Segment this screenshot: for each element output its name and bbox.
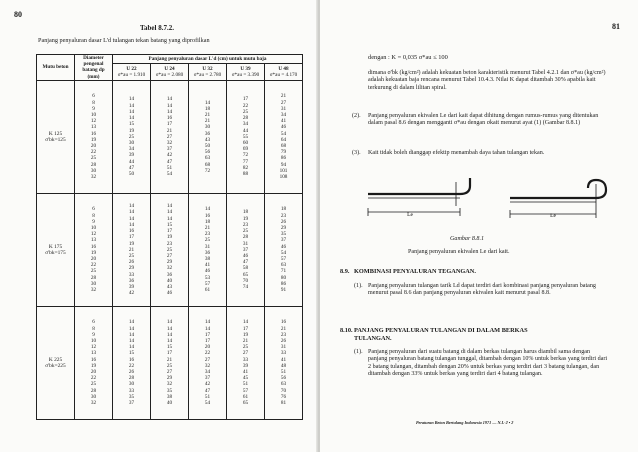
item-2-number: (2). xyxy=(352,113,361,119)
cell-u48: 21 27 31 34 41 46 54 64 68 79 86 94 101 108 xyxy=(265,80,303,193)
row-diameter: 6 8 9 10 12 13 16 19 20 22 25 28 30 32 xyxy=(75,80,113,193)
formula-explanation: dimana σ'bk (kg/cm²) adalah kekuatan beton karakteristik menurut Tabel 4.2.1 dan σ*au (kg/cm²) adalah kekuatan baja rencana menurut Tabel 10.4.3. Nilai K dapat ditambah 30% apabila kait terkurung di dalam lilitan spiral. xyxy=(368,70,606,91)
header-col-u22: U 22 σ*au = 1.910 xyxy=(113,63,151,80)
table-caption: Panjang penyaluran dasar L'd tulangan tekan batang yang diprofilkan xyxy=(38,37,210,44)
cell-u32: 14 18 21 21 30 36 43 50 56 63 68 72 xyxy=(189,80,227,193)
header-col-u24: U 24 σ*au = 2.080 xyxy=(151,63,189,80)
page-number-left: 80 xyxy=(14,10,22,19)
page-footer: Peraturan Beton Bertulang Indonesia 1971 — N.I.-2 • 2 xyxy=(416,420,514,425)
item-2-text: Panjang penyaluran ekivalen Le dari kait dapat dihitung dengan rumus-rumus yang ditentukan dalam pasal 8.6 dengan mengganti σ*au dengan σkait menurut ayat (1) (Gambar 8.8.1) xyxy=(368,113,599,127)
left-page xyxy=(0,0,318,452)
item-3-text: Kait tidak boleh dianggap efektip menambah daya tahan tulangan tekan. xyxy=(368,150,545,156)
table-row xyxy=(37,306,303,419)
cell-u48: 18 23 26 29 35 37 46 54 57 63 71 80 86 91 xyxy=(265,193,303,306)
cell-u22: 14 14 14 14 14 15 16 22 26 28 30 33 35 37 xyxy=(113,306,151,419)
table-title: Tabel 8.7.2. xyxy=(140,24,174,32)
section-8-9-number: 8.9. xyxy=(340,268,350,275)
table-row xyxy=(37,80,303,193)
section-8-9-title: KOMBINASI PENYALURAN TEGANGAN. xyxy=(354,268,476,275)
figure-title: Gambar 8.8.1 xyxy=(450,236,485,242)
header-diameter: Diameter pengenal batang dp (mm) xyxy=(75,55,113,81)
header-mutu: Mutu beton xyxy=(37,55,75,81)
header-col-u39: U 39 σ*au = 3.390 xyxy=(227,63,265,80)
fig-label-left: Le xyxy=(407,212,413,218)
row-diameter: 6 8 9 10 12 13 16 19 20 22 25 28 30 32 xyxy=(75,193,113,306)
hook-figure xyxy=(360,172,610,224)
header-col-u32: U 32 σ*au = 2.780 xyxy=(189,63,227,80)
header-col-u48: U 48 σ*au = 4.170 xyxy=(265,63,303,80)
section-8-10-item-number: (1). xyxy=(354,349,363,355)
figure-caption: Panjang penyaluran ekivalen Le dari kait. xyxy=(408,249,510,255)
section-8-9-item-number: (1). xyxy=(354,283,363,289)
section-8-10-title: PANJANG PENYALURAN TULANGAN DI DALAM BERKAS TULANGAN. xyxy=(354,327,528,342)
section-8-10-item-text: Panjang penyaluran dari suatu batang di dalam berkas tulangan harus diambil sama dengan panjang penyaluran batang tulangan tunggal, ditambah dengan 10% untuk berkas yang terdiri dari 2 batang tulangan, ditambah dengan 20% untuk berkas yang terdiri dari 3 batang tulangan, dan ditambah dengan 33% untuk berkas yang terdiri dari 4 batang tulangan. xyxy=(368,349,608,378)
row-diameter: 6 8 9 10 12 13 16 19 20 22 25 28 30 32 xyxy=(75,306,113,419)
table-row xyxy=(37,193,303,306)
header-span: Panjang penyaluran dasar L'd (cm) untuk mutu baja xyxy=(113,55,303,64)
row-mutu: K 225 σ'bk=225 xyxy=(37,306,75,419)
cell-u48: 16 21 23 26 31 33 41 48 51 56 63 70 76 81 xyxy=(265,306,303,419)
formula-k: dengan : K = 0,035 σ*au ≤ 100 xyxy=(368,54,448,61)
item-3-number: (3). xyxy=(352,150,361,156)
fig-label-right: Le xyxy=(550,213,556,219)
section-8-9-item-text: Panjang penyaluran tulangan tarik Ld dapat terdiri dari kombinasi panjang penyaluran batang menurut pasal 8.6 dan panjang penyaluran ekivalen kait menurut pasal 8.8. xyxy=(368,283,596,297)
cell-u24: 14 14 14 14 15 17 21 25 27 29 32 35 38 40 xyxy=(151,306,189,419)
cell-u32: 14 14 17 17 20 22 27 32 34 37 42 47 51 54 xyxy=(189,306,227,419)
cell-u39: 18 19 23 25 28 31 37 46 47 58 65 70 74 xyxy=(227,193,265,306)
section-8-10-number: 8.10. xyxy=(340,327,353,334)
page-number-right: 81 xyxy=(612,22,620,31)
cell-u24: 14 14 14 16 17 21 27 32 37 42 47 51 54 xyxy=(151,80,189,193)
row-mutu: K 175 σ'bk=175 xyxy=(37,193,75,306)
cell-u39: 17 22 25 28 34 44 55 60 69 72 77 82 88 xyxy=(227,80,265,193)
row-mutu: K 125 σ'bk=125 xyxy=(37,80,75,193)
right-page xyxy=(320,0,638,452)
cell-u39: 14 17 19 21 25 27 33 39 41 45 51 57 61 65 xyxy=(227,306,265,419)
cell-u22: 14 14 14 14 16 17 19 21 25 26 29 33 36 39 42 xyxy=(113,193,151,306)
cell-u24: 14 14 14 15 17 19 23 25 27 29 32 36 40 43 46 xyxy=(151,193,189,306)
cell-u22: 14 14 14 14 15 19 25 30 34 39 44 47 50 xyxy=(113,80,151,193)
development-length-table xyxy=(36,54,303,420)
cell-u32: 14 16 18 21 23 25 31 36 38 41 46 53 57 61 xyxy=(189,193,227,306)
